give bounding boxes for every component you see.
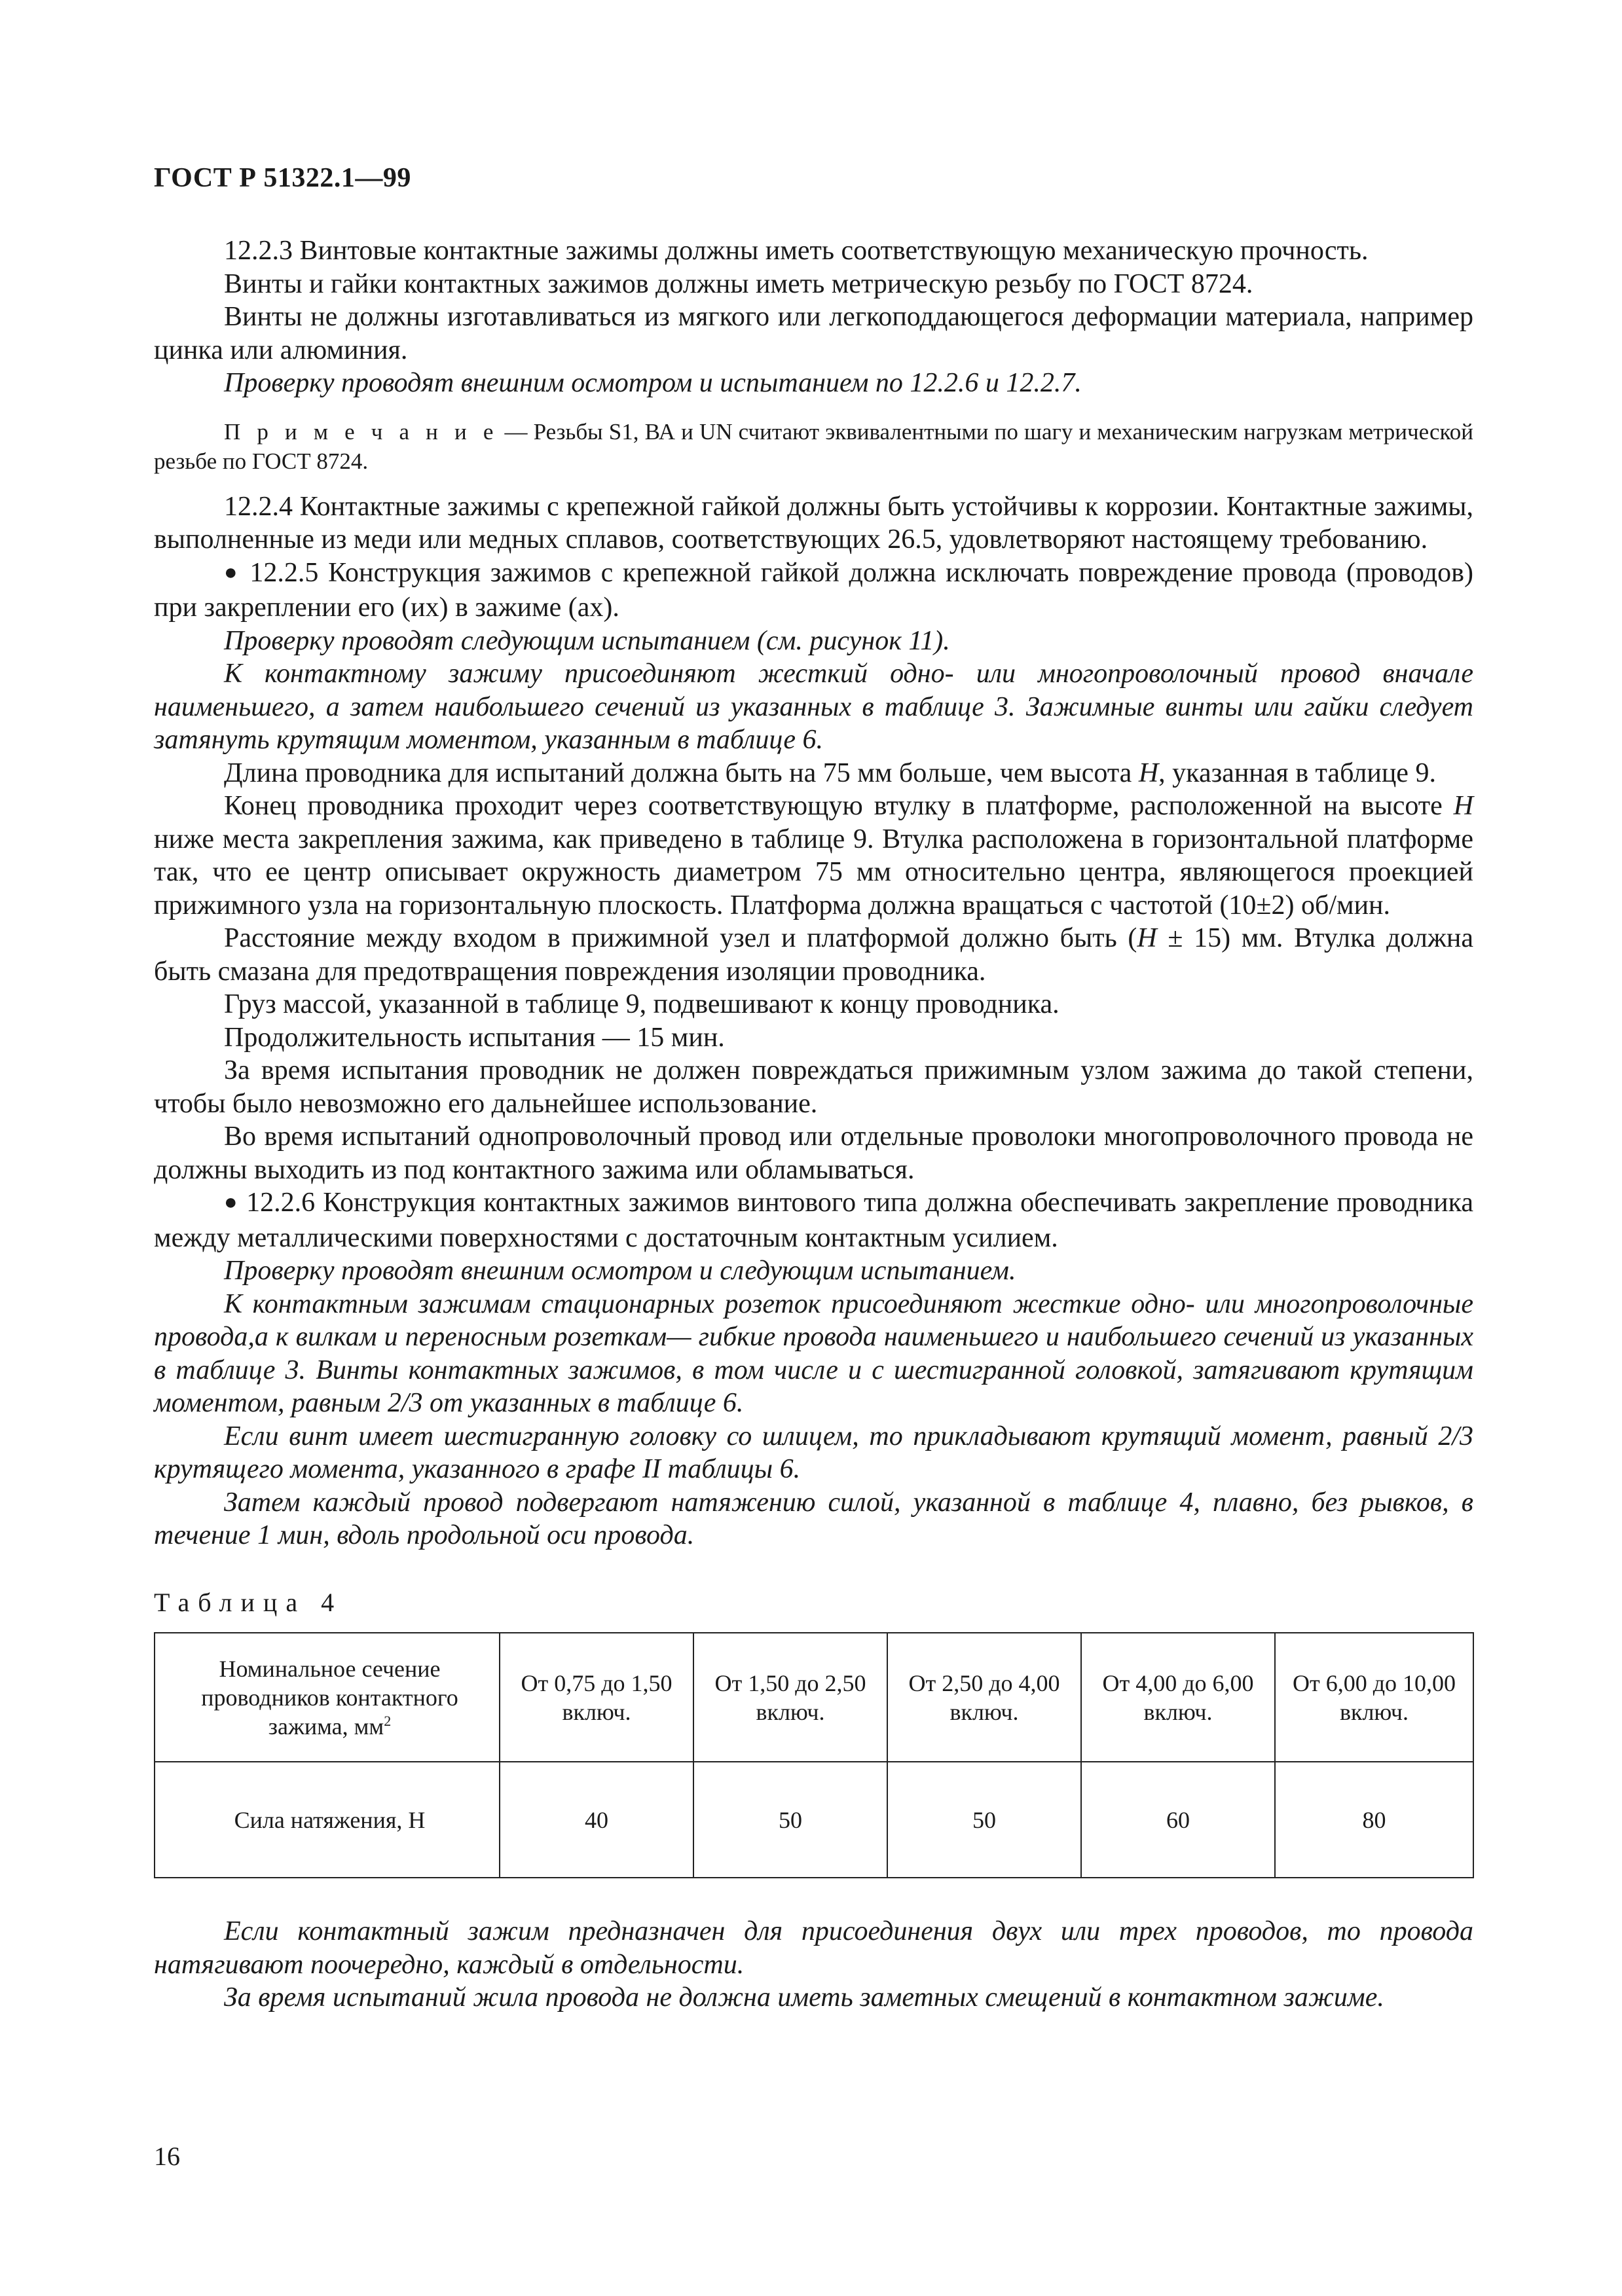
paragraph-12-2-3: 12.2.3 Винтовые контактные зажимы должны иметь соответствующую механическую прочность. [224,236,1369,266]
check-paragraph: Проверку проводят следующим испытанием (см. рисунок 11). [224,625,950,656]
note-text: — Резьбы S1, ВА и UN считают эквивалентными по шагу и механическим нагрузкам метрической резьбе по ГОСТ 8724. [154,418,1473,474]
note-label: П р и м е ч а н и е [224,418,499,445]
closing-paragraph: За время испытаний жила провода не должна иметь заметных смещений в контактном зажиме. [224,1982,1384,2013]
paragraph-wires: Во время испытаний однопроволочный провод или отдельные проволоки многопроволочного провода не должны выходить из под контактного зажима или обламываться. [154,1121,1473,1185]
paragraph-threads: Винты и гайки контактных зажимов должны иметь метрическую резьбу по ГОСТ 8724. [224,268,1253,299]
table-header-cell: От 0,75 до 1,50 включ. [500,1633,693,1762]
table-row-label: Сила натяжения, Н [155,1762,500,1878]
table-cell: 80 [1275,1762,1473,1878]
paragraph-12-2-5-text: 12.2.5 Конструкция зажимов с крепежной гайкой должна исключать повреждение провода (проводов) при закреплении его (их) в зажиме (ах). [154,557,1473,623]
table-caption: Таблица 4 [154,1587,343,1617]
bullet-icon: ● [224,1190,239,1214]
paragraph-damage: За время испытания проводник не должен повреждаться прижимным узлом зажима до такой степени, чтобы было невозможно его дальнейшее использование. [154,1055,1473,1119]
table-header-cell: От 1,50 до 2,50 включ. [693,1633,887,1762]
paragraph-conductor-end: Конец проводника проходит через соответствующую втулку в платформе, расположенной на высоте H ниже места закрепления зажима, как приведено в таблице 9. Втулка расположена в горизонтальной платформе так, что ее центр описывает окружность диаметром 75 мм относительно центра, являющегося проекцией прижимного узла на горизонтальную плоскость. Платформа должна вращаться с частотой (10±2) об/мин. [154,791,1473,920]
table-row [155,1762,1473,1878]
table-header-cell: От 4,00 до 6,00 включ. [1081,1633,1275,1762]
table-header-row [155,1633,1473,1762]
bullet-icon: ● [224,560,240,585]
test-procedure: К контактному зажиму присоединяют жесткий одно- или многопроволочный провод вначале наименьшего, а затем наибольшего сечений из указанных в таблице 3. Зажимные винты или гайки следует затянуть крутящим моментом, указанным в таблице 6. [154,659,1473,755]
paragraph-12-2-4: 12.2.4 Контактные зажимы с крепежной гайкой должны быть устойчивы к коррозии. Контактные зажимы, выполненные из меди или медных сплавов, соответствующих 26.5, удовлетворяют настоящему требованию. [154,491,1473,555]
test-procedure: Если винт имеет шестигранную головку со шлицем, то прикладывают крутящий момент, равный 2/3 крутящего момента, указанного в графе II таблицы 6. [154,1421,1473,1484]
paragraph-screw-material: Винты не должны изготавливаться из мягкого или легкоподдающегося деформации материала, например цинка или алюминия. [154,302,1473,365]
table-header-cell: От 6,00 до 10,00 включ. [1275,1633,1473,1762]
paragraph-duration: Продолжительность испытания — 15 мин. [224,1022,725,1053]
paragraph-12-2-6 [154,1186,1473,1254]
table-header-label: Номинальное сечение проводников контактного зажима, $мм^2$ [155,1633,500,1762]
page-body [154,234,1473,2014]
page-number: 16 [154,2141,180,2171]
table-header-cell: От 2,50 до 4,00 включ. [887,1633,1081,1762]
check-paragraph: Проверку проводят внешним осмотром и испытанием по 12.2.6 и 12.2.7. [224,368,1082,398]
test-procedure: К контактным зажимам стационарных розеток присоединяют жесткие одно- или многопроволочные провода,а к вилкам и переносным розеткам— гибкие провода наименьшего и наибольшего сечений из указанных в таблице 3. Винты контактных зажимов, в том числе и с шестигранной головкой, затягивают крутящим моментом, равным 2/3 от указанных в таблице 6. [154,1288,1473,1418]
table-cell: 50 [887,1762,1081,1878]
table-4 [154,1632,1474,1878]
paragraph-12-2-6-text: 12.2.6 Конструкция контактных зажимов винтового типа должна обеспечивать закрепление проводника между металлическими поверхностями с достаточным контактным усилием. [154,1188,1473,1253]
table-cell: 50 [693,1762,887,1878]
document-header: ГОСТ Р 51322.1—99 [154,163,411,193]
paragraph-12-2-5 [154,556,1473,625]
note [154,417,1473,476]
paragraph-weight: Груз массой, указанной в таблице 9, подвешивают к концу проводника. [224,989,1060,1019]
paragraph-distance: Расстояние между входом в прижимной узел и платформой должно быть (H ± 15) мм. Втулка должна быть смазана для предотвращения повреждения изоляции проводника. [154,923,1473,987]
test-procedure: Затем каждый провод подвергают натяжению силой, указанной в таблице 4, плавно, без рывков, в течение 1 мин, вдоль продольной оси провода. [154,1487,1473,1550]
table-cell: 40 [500,1762,693,1878]
paragraph-conductor-length: Длина проводника для испытаний должна быть на 75 мм больше, чем высота H, указанная в таблице 9. [224,757,1436,788]
table-cell: 60 [1081,1762,1275,1878]
check-paragraph: Проверку проводят внешним осмотром и следующим испытанием. [224,1256,1016,1286]
closing-paragraph: Если контактный зажим предназначен для присоединения двух или трех проводов, то провода натягивают поочередно, каждый в отдельности. [154,1916,1473,1980]
